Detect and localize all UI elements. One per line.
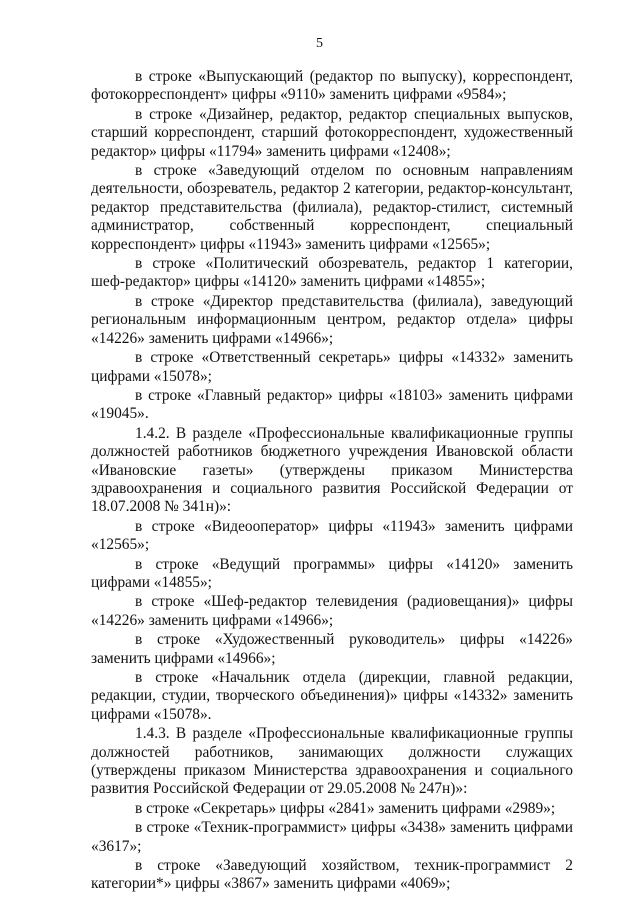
paragraph: в строке «Видеооператор» цифры «11943» заменить цифрами «12565»; <box>91 517 573 554</box>
paragraph: в строке «Главный редактор» цифры «18103» заменить цифрами «19045». <box>91 386 573 423</box>
section-heading-paragraph: 1.4.3. В разделе «Профессиональные квалификационные группы должностей работников, занимающих должности служащих (утверждены приказом Министерства здравоохранения и социального развития Российской Федерации от 29.05.2008 № 247н)»: <box>91 725 573 798</box>
paragraph: в строке «Дизайнер, редактор, редактор специальных выпусков, старший корреспондент, старший фотокорреспондент, художественный редактор» цифры «11794» заменить цифрами «12408»; <box>91 105 573 160</box>
paragraph: в строке «Ответственный секретарь» цифры «14332» заменить цифрами «15078»; <box>91 349 573 385</box>
paragraph: в строке «Художественный руководитель» цифры «14226» заменить цифрами «14966»; <box>91 631 573 667</box>
paragraph: в строке «Заведующий отделом по основным направлениям деятельности, обозреватель, редактор 2 категории, редактор-консультант, редактор представительства (филиала), редактор-стилист, системный администратор, собственный корреспондент, специальный корреспондент» цифры «11943» заменить цифрами «12565»; <box>91 162 573 253</box>
paragraph: в строке «Секретарь» цифры «2841» заменить цифрами «2989»; <box>135 799 556 817</box>
page-number: 5 <box>316 36 323 51</box>
paragraph: в строке «Ведущий программы» цифры «14120» заменить цифрами «14855»; <box>91 555 573 591</box>
section-heading-paragraph: 1.4.2. В разделе «Профессиональные квалификационные группы должностей работников бюджетного учреждения Ивановской области «Ивановские газеты» (утверждены приказом Министерства здравоохранения и социального развития Российской Федерации от 18.07.2008 № 341н)»: <box>91 424 573 516</box>
paragraph: в строке «Начальник отдела (дирекции, главной редакции, редакции, студии, творческого объединения)» цифры «14332» заменить цифрами «15078». <box>91 669 573 723</box>
paragraph: в строке «Политический обозреватель, редактор 1 категории, шеф-редактор» цифры «14120» заменить цифрами «14855»; <box>91 255 573 291</box>
paragraph: в строке «Выпускающий (редактор по выпуску), корреспондент, фотокорреспондент» цифры «9110» заменить цифрами «9584»; <box>91 68 573 104</box>
paragraph: в строке «Техник-программист» цифры «3438» заменить цифрами «3617»; <box>91 819 573 855</box>
paragraph: в строке «Шеф-редактор телевидения (радиовещания)» цифры «14226» заменить цифрами «14966»; <box>91 593 573 629</box>
paragraph: в строке «Заведующий хозяйством, техник-программист 2 категории*» цифры «3867» заменить цифрами «4069»; <box>91 857 573 893</box>
document-body <box>91 68 573 894</box>
paragraph: в строке «Директор представительства (филиала), заведующий региональным информационным центром, редактор отдела» цифры «14226» заменить цифрами «14966»; <box>91 292 573 347</box>
